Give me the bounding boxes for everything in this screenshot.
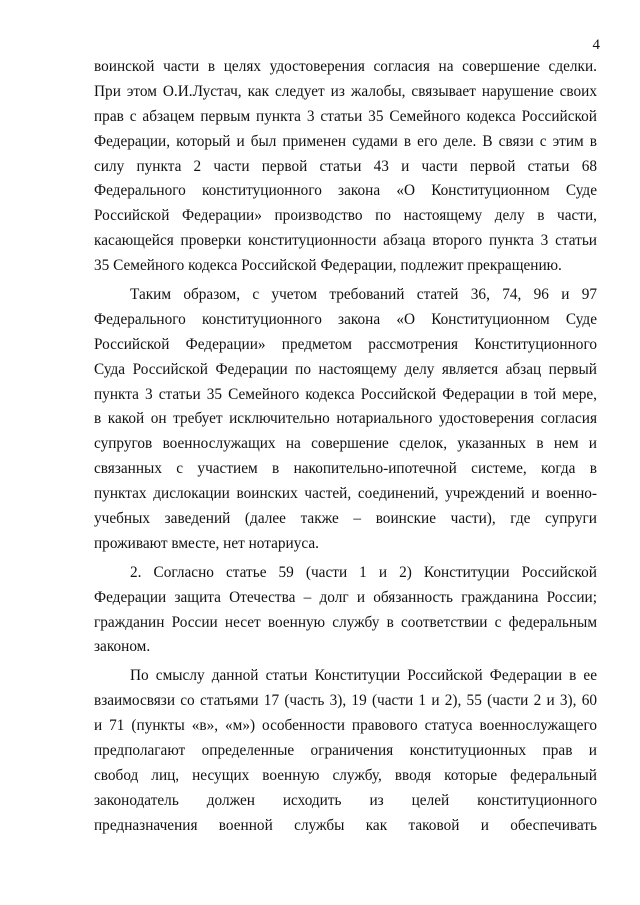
- paragraph-3: [94, 561, 597, 661]
- text-line: Российской Федерации» предметом рассмотрения Конституционного: [94, 335, 597, 353]
- text-line: предназначения военной службы как таковой и обеспечивать: [94, 816, 597, 834]
- text-line: Федерации защита Отечества – долг и обязанность гражданина России;: [94, 588, 597, 606]
- text-line: воинской части в целях удостоверения согласия на совершение сделки.: [94, 58, 597, 75]
- text-line: По смыслу данной статьи Конституции Российской Федерации в ее: [130, 667, 597, 685]
- text-line: При этом О.И.Лустач, как следует из жалобы, связывает нарушение своих: [94, 82, 597, 100]
- paragraph-1: [94, 55, 597, 279]
- text-line: в какой он требует исключительно нотариального удостоверения согласия: [94, 410, 597, 428]
- paragraph-2: [94, 283, 597, 557]
- text-line: 35 Семейного кодекса Российской Федерации, подлежит прекращению.: [94, 257, 562, 275]
- text-line: законодатель должен исходить из целей конституционного: [94, 791, 597, 809]
- text-line: Суда Российской Федерации по настоящему делу является абзац первый: [94, 360, 597, 378]
- text-line: и 71 (пункты «в», «м») особенности правового статуса военнослужащего: [94, 717, 597, 735]
- text-line: взаимосвязи со статьями 17 (часть 3), 19 (части 1 и 2), 55 (части 2 и 3), 60: [94, 692, 597, 710]
- text-line: пунктах дислокации воинских частей, соединений, учреждений и военно-: [94, 485, 597, 503]
- text-line: Российской Федерации» производство по настоящему делу в части,: [94, 207, 597, 225]
- page-number: 4: [592, 37, 600, 53]
- text-line: связанных с участием в накопительно-ипотечной системе, когда в: [94, 460, 597, 478]
- text-line: силу пункта 2 части первой статьи 43 и части первой статьи 68: [94, 157, 597, 175]
- text-line: Федерального конституционного закона «О Конституционном Суде: [94, 182, 597, 200]
- text-line: супругов военнослужащих на совершение сделок, указанных в нем и: [94, 435, 597, 453]
- text-line: Таким образом, с учетом требований статей 36, 74, 96 и 97: [130, 286, 597, 304]
- text-line: свобод лиц, несущих военную службу, вводя которые федеральный: [94, 766, 597, 784]
- text-line: учебных заведений (далее также – воинские части), где супруги: [94, 510, 597, 528]
- paragraph-4: [94, 664, 597, 838]
- text-line: касающейся проверки конституционности абзаца второго пункта 3 статьи: [94, 232, 597, 250]
- text-line: проживают вместе, нет нотариуса.: [94, 534, 319, 552]
- text-line: гражданин России несет военную службу в соответствии с федеральным: [94, 613, 597, 631]
- text-line: Федерации, который и был применен судами в его деле. В связи с этим в: [94, 132, 597, 150]
- text-line: прав с абзацем первым пункта 3 статьи 35 Семейного кодекса Российской: [94, 107, 597, 125]
- text-line: законом.: [94, 638, 151, 656]
- text-line: пункта 3 статьи 35 Семейного кодекса Российской Федерации в той мере,: [94, 385, 597, 403]
- text-line: предполагают определенные ограничения конституционных прав и: [94, 742, 597, 760]
- text-line: Федерального конституционного закона «О Конституционном Суде: [94, 310, 597, 328]
- text-line: 2. Согласно статье 59 (части 1 и 2) Конституции Российской: [130, 563, 597, 581]
- body-text: [94, 55, 597, 839]
